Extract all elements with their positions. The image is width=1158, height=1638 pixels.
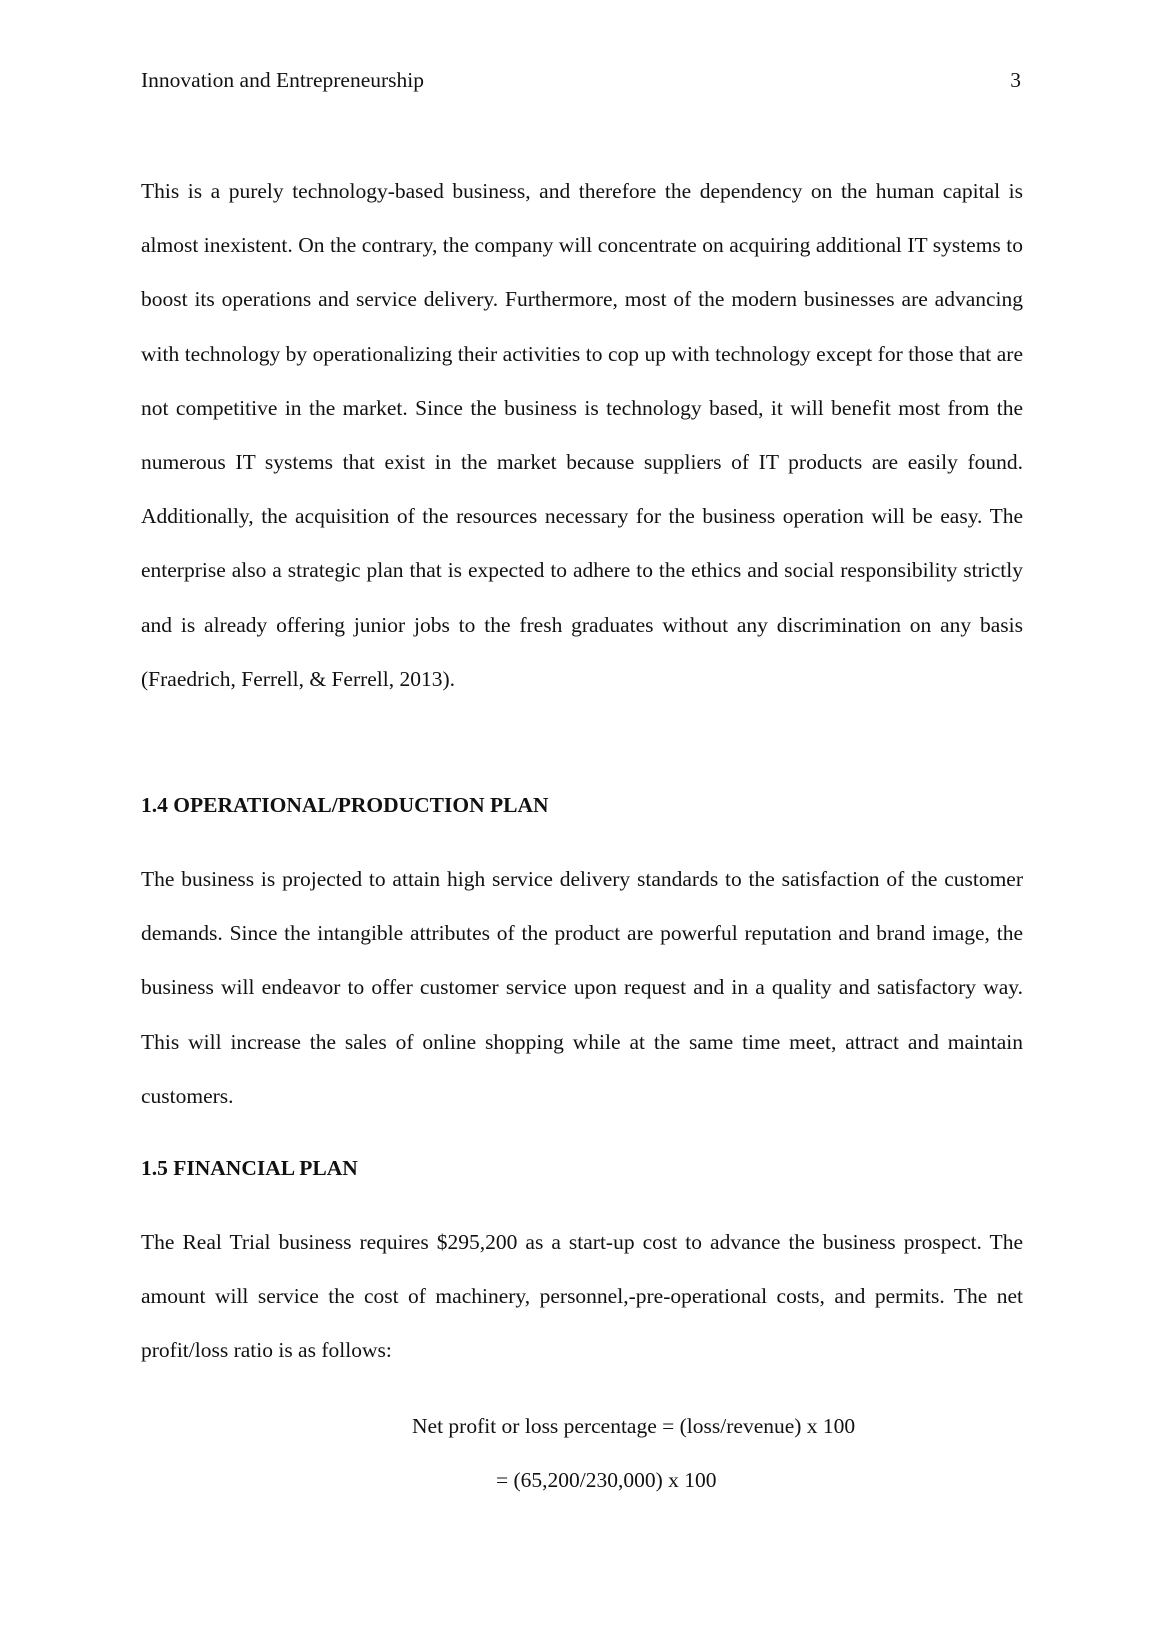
page-number: 3 [1010, 68, 1021, 92]
paragraph-service-delivery: The business is projected to attain high service delivery standards to the satisfaction of the customer demands. Since the intangible attributes of the product are powerful reputation and brand image, the business will endeavor to offer customer service upon request and in a quality and satisfactory way. This will increase the sales of online shopping while at the same time meet, attract and maintain customers. [141, 867, 1023, 1108]
paragraph-technology-business: This is a purely technology-based business, and therefore the dependency on the human capital is almost inexistent. On the contrary, the company will concentrate on acquiring additional IT systems to boost its operations and service delivery. Furthermore, most of the modern businesses are advancing with technology by operationalizing their activities to cop up with technology except for those that are not competitive in the market. Since the business is technology based, it will benefit most from the numerous IT systems that exist in the market because suppliers of IT products are easily found. Additionally, the acquisition of the resources necessary for the business operation will be easy. The enterprise also a strategic plan that is expected to adhere to the ethics and social responsibility strictly and is already offering junior jobs to the fresh graduates without any discrimination on any basis (Fraedrich, Ferrell, & Ferrell, 2013). [141, 179, 1023, 691]
section-heading-financial-plan: 1.5 FINANCIAL PLAN [141, 1156, 358, 1180]
running-head [141, 68, 1021, 98]
formula-calculation: = (65,200/230,000) x 100 [496, 1468, 717, 1492]
running-title: Innovation and Entrepreneurship [141, 68, 424, 92]
formula-definition: Net profit or loss percentage = (loss/revenue) x 100 [412, 1414, 856, 1438]
paragraph-startup-cost: The Real Trial business requires $295,200 as a start-up cost to advance the business prospect. The amount will service the cost of machinery, personnel,-pre-operational costs, and permits. The net profit/loss ratio is as follows: [141, 1230, 1023, 1363]
section-heading-operational-plan: 1.4 OPERATIONAL/PRODUCTION PLAN [141, 793, 549, 817]
